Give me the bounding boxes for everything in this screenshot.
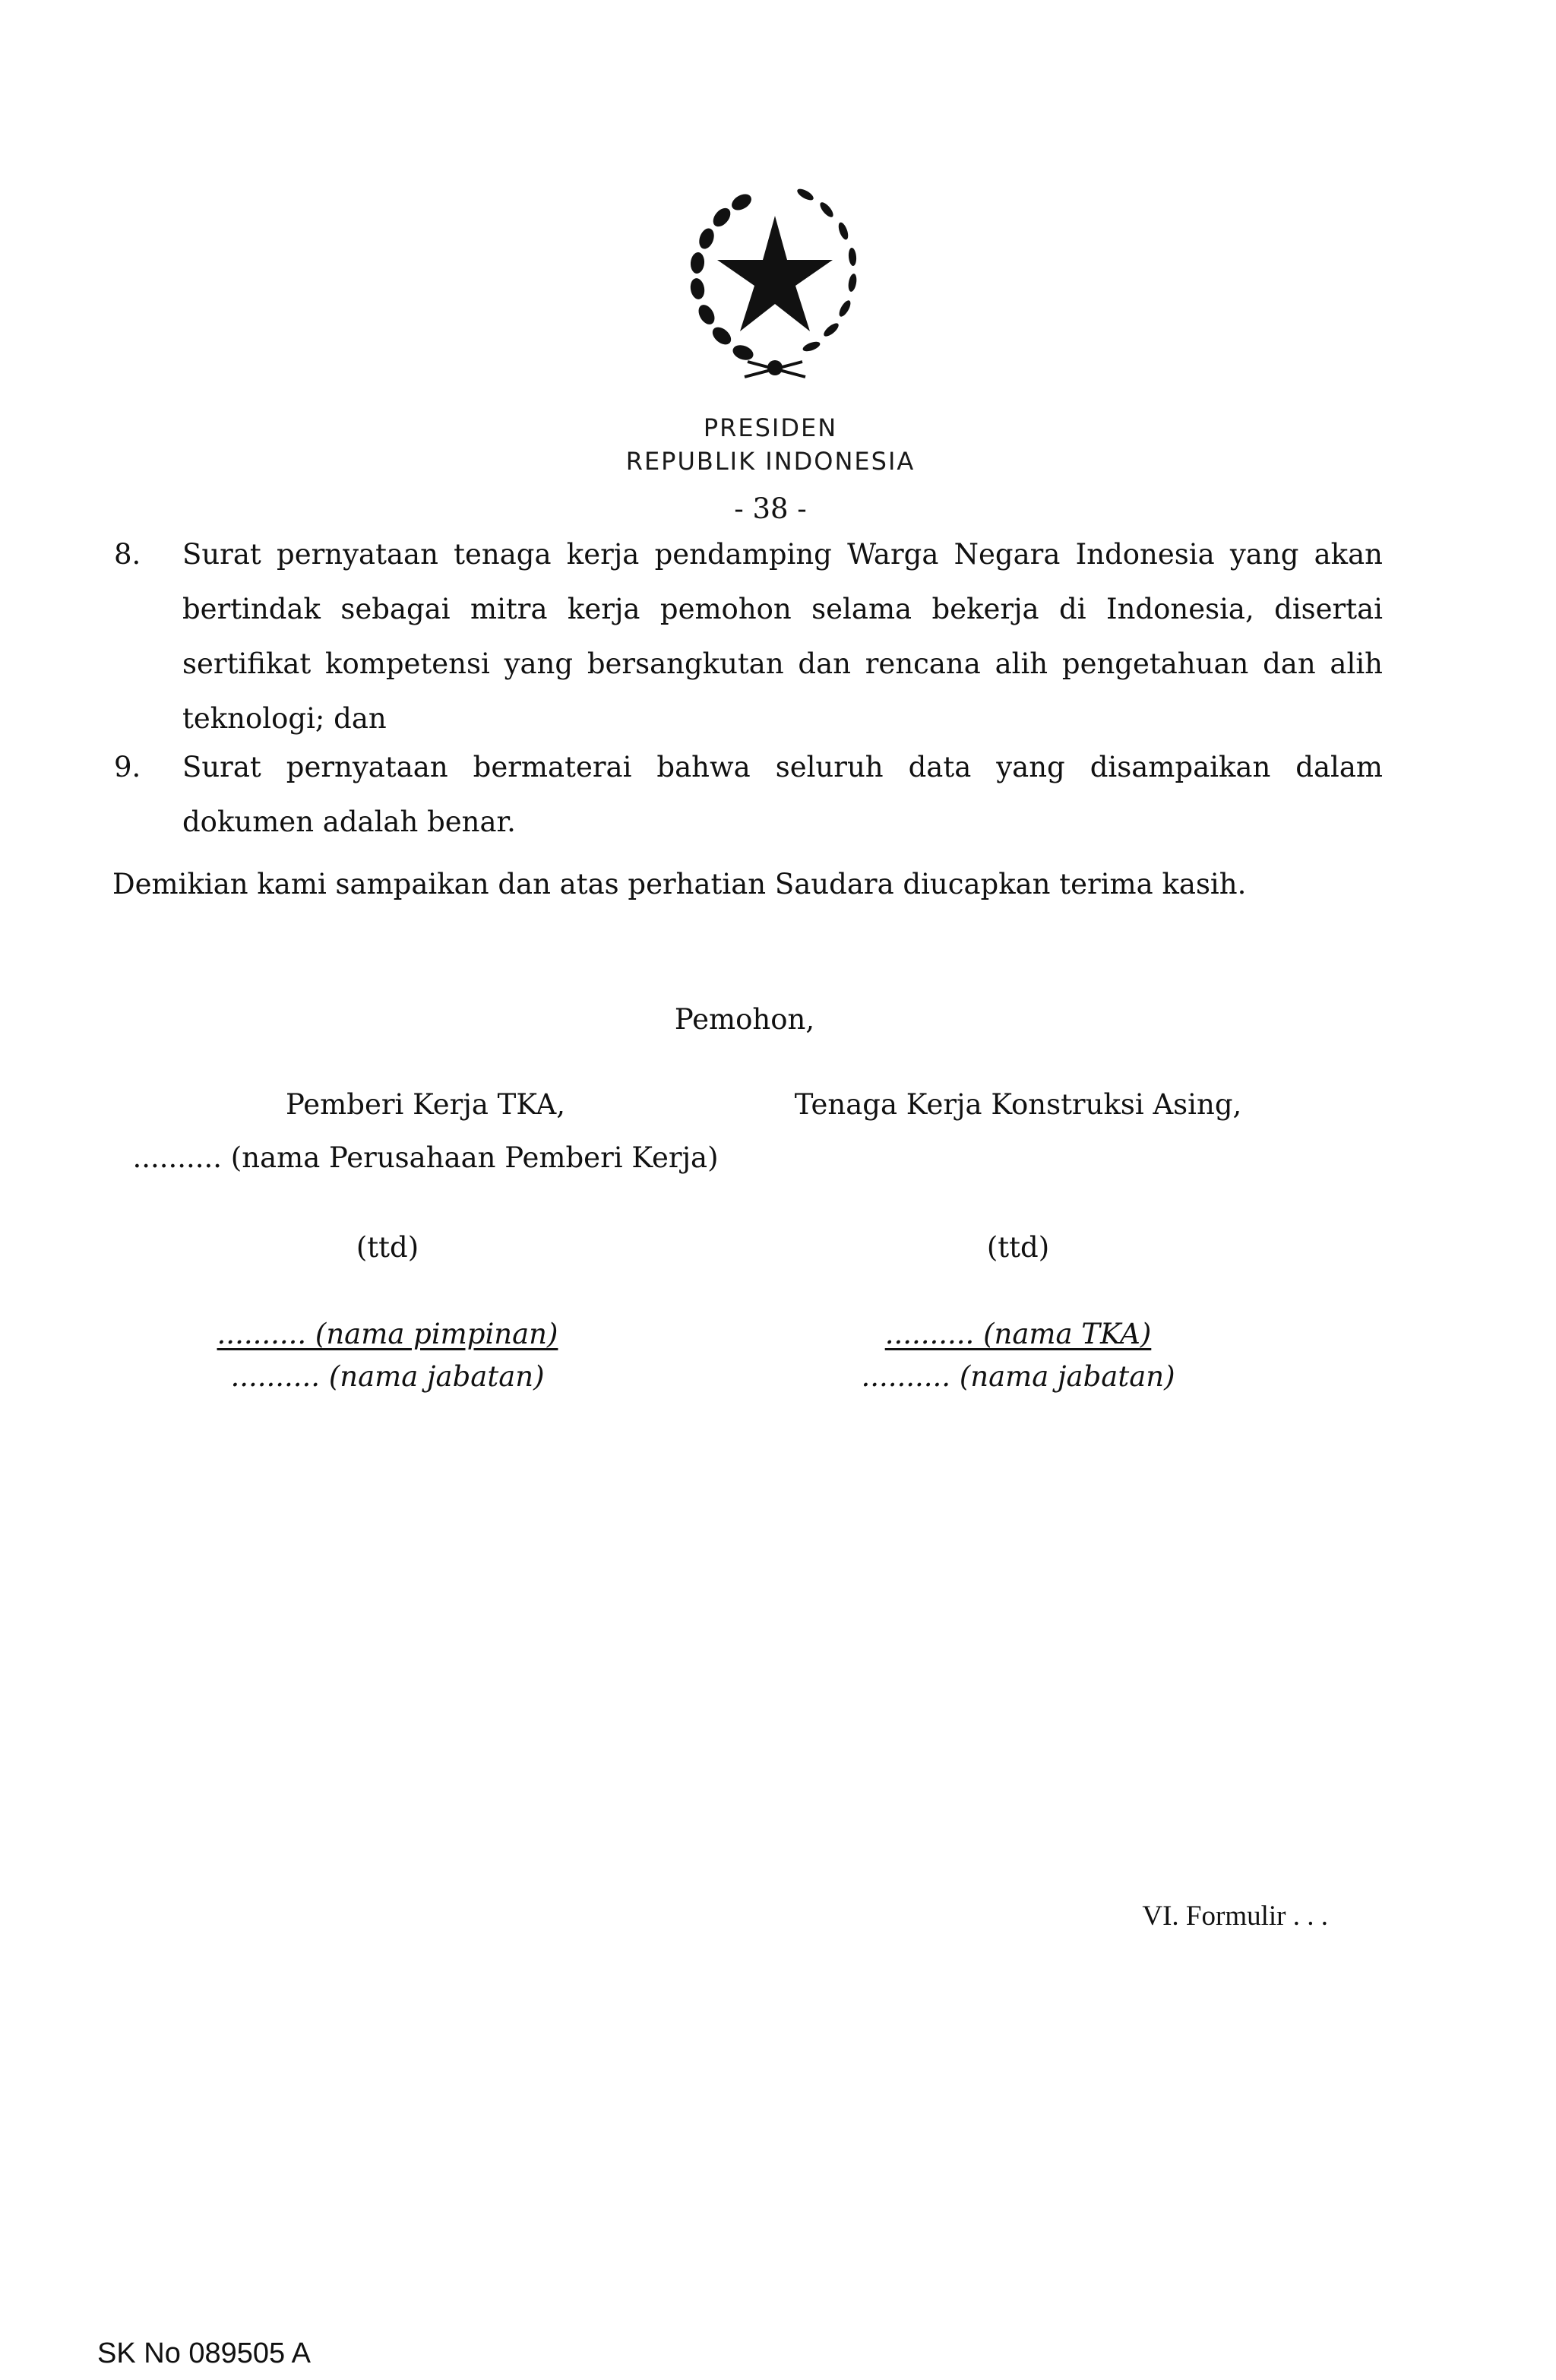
closing-paragraph: Demikian kami sampaikan dan atas perhatian Saudara diucapkan terima kasih.: [112, 868, 1247, 900]
next-page-reference: VI. Formulir . . .: [1142, 1901, 1328, 1932]
list-item-line: Surat pernyataan tenaga kerja pendamping Warga Negara Indonesia yang akan: [182, 538, 1383, 571]
header-presiden: PRESIDEN: [703, 413, 838, 442]
document-code: SK No 089505 A: [97, 2337, 311, 2369]
right-signatory-position: .......... (nama jabatan): [861, 1360, 1175, 1393]
pemohon-label: Pemohon,: [674, 1003, 815, 1036]
header-republik-indonesia: REPUBLIK INDONESIA: [625, 447, 916, 476]
list-item-line: Surat pernyataan bermaterai bahwa seluruh data yang disampaikan dalam: [182, 751, 1383, 783]
left-signatory-title: Pemberi Kerja TKA,: [286, 1088, 565, 1121]
presidential-seal-icon: [672, 172, 878, 388]
list-item-line: teknologi; dan: [182, 702, 387, 735]
list-item-number: 9.: [114, 751, 141, 783]
right-signature-ttd: (ttd): [986, 1231, 1050, 1264]
left-signature-ttd: (ttd): [356, 1231, 419, 1264]
left-signatory-position: .......... (nama jabatan): [230, 1360, 545, 1393]
left-signatory-name: .......... (nama pimpinan): [217, 1318, 558, 1350]
list-item-9: [182, 740, 1383, 850]
right-signatory-title: Tenaga Kerja Konstruksi Asing,: [794, 1088, 1242, 1121]
list-item-number: 8.: [114, 538, 141, 571]
right-signatory-name: .......... (nama TKA): [884, 1318, 1152, 1350]
list-item-8: [182, 527, 1383, 746]
left-signatory-org: .......... (nama Perusahaan Pemberi Kerja): [132, 1141, 719, 1174]
list-item-line: bertindak sebagai mitra kerja pemohon selama bekerja di Indonesia, disertai: [182, 593, 1383, 625]
list-item-line: sertifikat kompetensi yang bersangkutan dan rencana alih pengetahuan dan alih: [182, 647, 1383, 680]
list-item-line: dokumen adalah benar.: [182, 805, 516, 838]
page-number: - 38 -: [734, 492, 807, 525]
